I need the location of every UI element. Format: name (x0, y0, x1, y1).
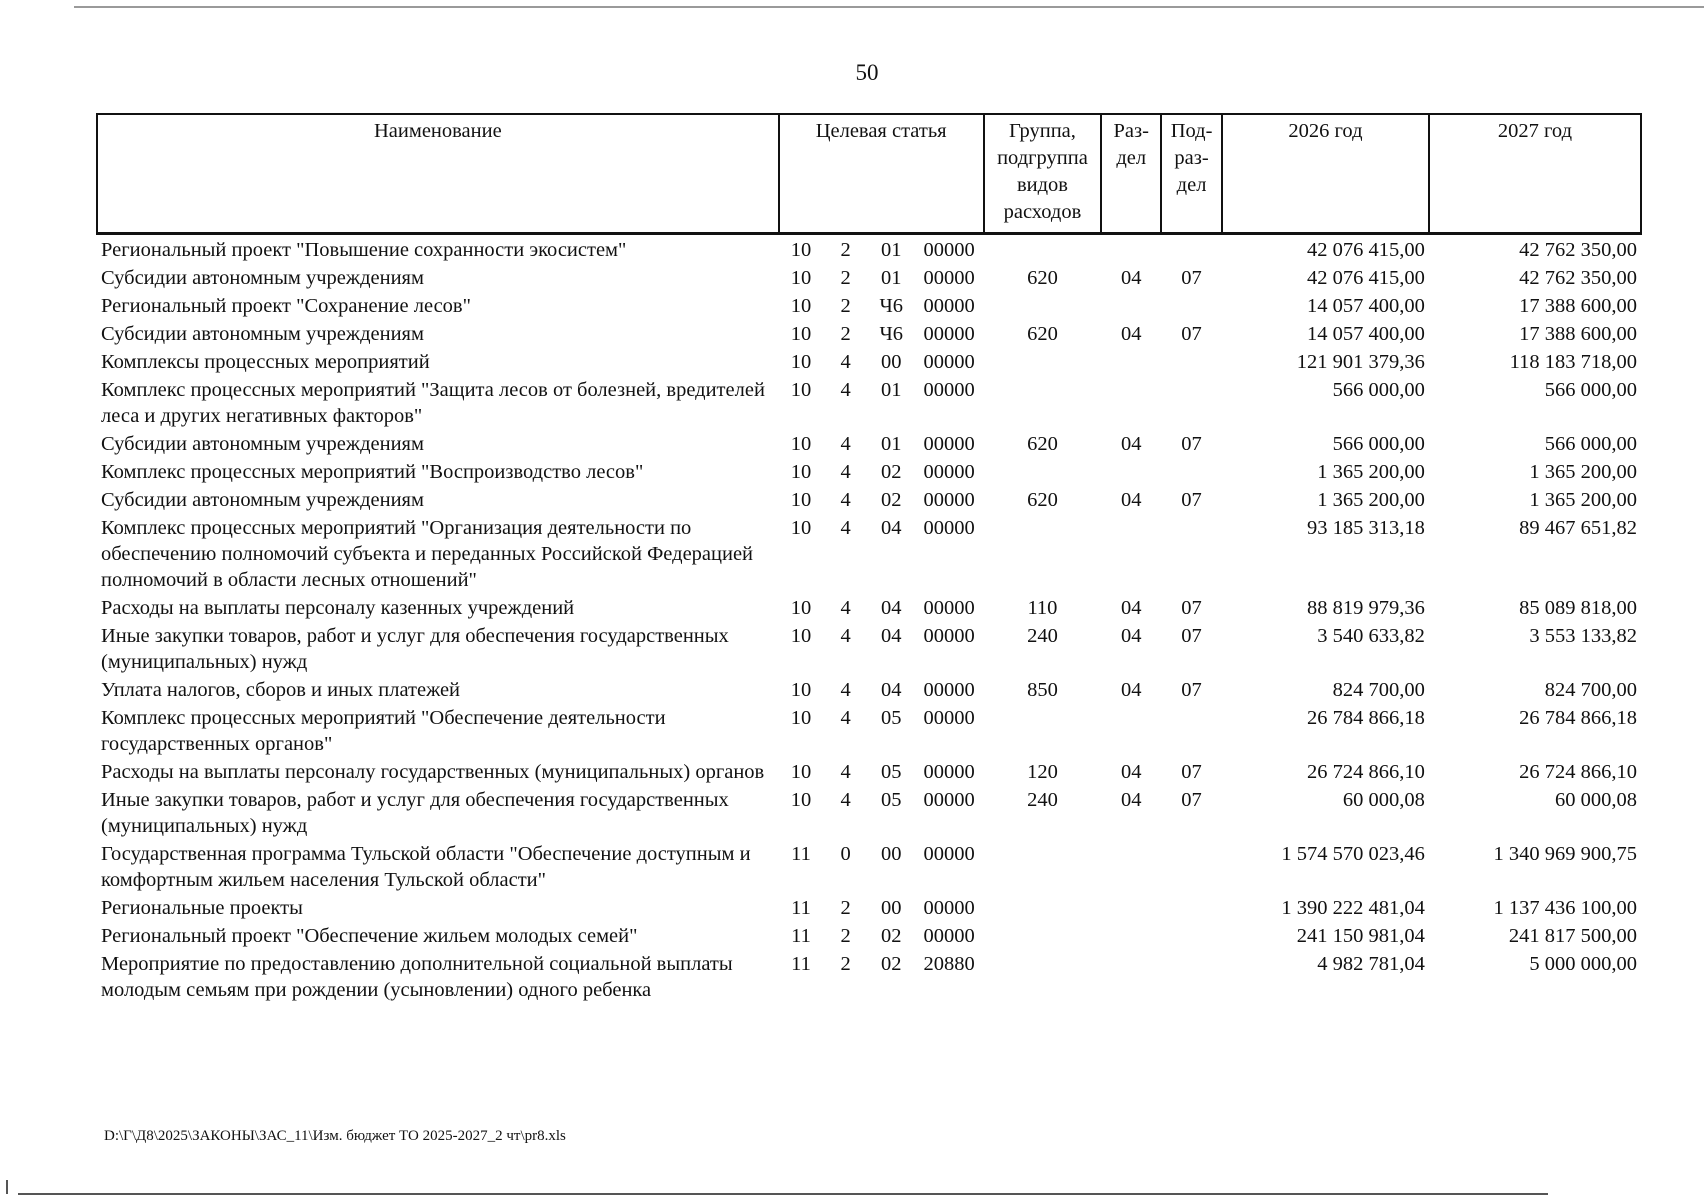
row-expense-group (984, 291, 1102, 319)
table-row (97, 263, 1641, 291)
row-subsection (1161, 839, 1222, 893)
row-value-2026: 26 724 866,10 (1307, 761, 1425, 783)
row-target-direction: 00000 (923, 461, 975, 483)
row-section: 04 (1120, 433, 1142, 455)
header-subsection: Под-раз-дел (1161, 114, 1222, 234)
row-name: Мероприятие по предоставлению дополнительной социальной выплаты молодым семьям при рождении (усыновлении) одного ребенка (101, 953, 733, 1001)
row-value-2026: 93 185 313,18 (1307, 517, 1425, 539)
row-section: 04 (1120, 625, 1142, 647)
header-year-2026: 2026 год (1222, 114, 1429, 234)
row-value-2027: 566 000,00 (1544, 379, 1637, 401)
row-target-element: 05 (881, 761, 902, 783)
row-target-element: 01 (881, 379, 902, 401)
row-target-subprogram: 4 (840, 707, 851, 729)
table-row (97, 457, 1641, 485)
row-target-subprogram: 2 (840, 323, 851, 345)
row-value-2026: 60 000,08 (1342, 789, 1425, 811)
row-section: 04 (1120, 789, 1142, 811)
row-subsection (1161, 291, 1222, 319)
row-target-element: 01 (881, 267, 902, 289)
row-value-2026: 1 574 570 023,46 (1281, 843, 1425, 865)
row-target-subprogram: 2 (840, 897, 851, 919)
row-value-2027: 85 089 818,00 (1519, 597, 1637, 619)
row-target-element: 04 (881, 597, 902, 619)
table-row (97, 347, 1641, 375)
table-row (97, 429, 1641, 457)
row-subsection (1161, 234, 1222, 264)
row-target-direction: 00000 (923, 239, 975, 261)
table-row (97, 921, 1641, 949)
row-target-direction: 00000 (923, 707, 975, 729)
table-row (97, 593, 1641, 621)
row-value-2026: 121 901 379,36 (1296, 351, 1425, 373)
row-target-direction: 00000 (923, 897, 975, 919)
row-value-2027: 26 724 866,10 (1519, 761, 1637, 783)
row-expense-group (984, 457, 1102, 485)
row-subsection (1161, 893, 1222, 921)
row-value-2027: 1 365 200,00 (1529, 461, 1637, 483)
table-row (97, 319, 1641, 347)
row-value-2026: 566 000,00 (1332, 379, 1425, 401)
row-value-2026: 42 076 415,00 (1307, 267, 1425, 289)
row-target-program: 10 (790, 351, 812, 373)
row-expense-group (984, 949, 1102, 1003)
row-subsection: 07 (1181, 433, 1202, 455)
row-subsection (1161, 457, 1222, 485)
row-expense-group: 240 (1027, 625, 1058, 647)
row-target-program: 10 (790, 761, 812, 783)
row-section (1101, 457, 1161, 485)
row-value-2027: 26 784 866,18 (1519, 707, 1637, 729)
row-target-program: 10 (790, 517, 812, 539)
budget-table (96, 113, 1642, 1003)
row-value-2027: 824 700,00 (1544, 679, 1637, 701)
row-target-element: 02 (881, 953, 902, 975)
row-target-subprogram: 4 (840, 461, 851, 483)
row-section (1101, 347, 1161, 375)
table-row (97, 675, 1641, 703)
row-value-2027: 17 388 600,00 (1519, 323, 1637, 345)
header-section: Раз-дел (1101, 114, 1161, 234)
row-target-element: 02 (881, 489, 902, 511)
header-expense-group: Группа, подгруппа видов расходов (984, 114, 1102, 234)
row-expense-group: 850 (1027, 679, 1058, 701)
row-target-subprogram: 2 (840, 925, 851, 947)
row-expense-group (984, 921, 1102, 949)
row-value-2026: 1 365 200,00 (1317, 489, 1425, 511)
row-target-program: 10 (790, 433, 812, 455)
row-expense-group: 120 (1027, 761, 1058, 783)
row-target-subprogram: 0 (840, 843, 851, 865)
row-subsection: 07 (1181, 323, 1202, 345)
row-name: Субсидии автономным учреждениям (101, 489, 424, 511)
table-row (97, 513, 1641, 593)
header-year-2027: 2027 год (1429, 114, 1641, 234)
row-target-program: 11 (791, 925, 811, 947)
file-path: D:\Г\Д8\2025\ЗАКОНЫ\ЗАС_11\Изм. бюджет ТО 2025-2027_2 чт\pr8.xls (104, 1128, 566, 1144)
top-rule (74, 6, 1704, 8)
row-name: Комплекс процессных мероприятий "Обеспечение деятельности государственных органов" (101, 707, 666, 755)
row-target-program: 10 (790, 707, 812, 729)
row-expense-group: 620 (1027, 433, 1058, 455)
row-target-program: 10 (790, 461, 812, 483)
row-target-subprogram: 4 (840, 679, 851, 701)
row-subsection: 07 (1181, 267, 1202, 289)
row-target-direction: 00000 (923, 761, 975, 783)
row-target-subprogram: 2 (840, 239, 851, 261)
table-header-row (97, 114, 1641, 234)
row-value-2026: 14 057 400,00 (1307, 323, 1425, 345)
row-subsection (1161, 703, 1222, 757)
row-target-direction: 00000 (923, 489, 975, 511)
row-expense-group (984, 703, 1102, 757)
row-target-element: Ч6 (879, 295, 904, 317)
row-name: Региональный проект "Обеспечение жильем молодых семей" (101, 925, 638, 947)
row-section (1101, 893, 1161, 921)
row-expense-group (984, 375, 1102, 429)
table-row (97, 621, 1641, 675)
row-value-2027: 1 137 436 100,00 (1493, 897, 1637, 919)
table-row (97, 839, 1641, 893)
row-target-program: 11 (791, 953, 811, 975)
row-name: Уплата налогов, сборов и иных платежей (101, 679, 461, 701)
row-target-program: 11 (791, 897, 811, 919)
row-target-element: 00 (881, 897, 902, 919)
row-target-element: 01 (881, 239, 902, 261)
row-section: 04 (1120, 267, 1142, 289)
row-target-subprogram: 4 (840, 351, 851, 373)
row-target-subprogram: 2 (840, 953, 851, 975)
row-target-direction: 00000 (923, 843, 975, 865)
row-name: Государственная программа Тульской области "Обеспечение доступным и комфортным жильем населения Тульской области" (101, 843, 751, 891)
bottom-rule (18, 1193, 1548, 1195)
page-number: 50 (855, 60, 879, 85)
row-target-direction: 20880 (923, 953, 975, 975)
row-target-program: 10 (790, 239, 812, 261)
row-section (1101, 839, 1161, 893)
table-row (97, 703, 1641, 757)
row-target-element: 02 (881, 925, 902, 947)
row-section: 04 (1120, 679, 1142, 701)
row-expense-group (984, 347, 1102, 375)
row-target-subprogram: 4 (840, 761, 851, 783)
row-target-element: 00 (881, 351, 902, 373)
row-value-2027: 1 340 969 900,75 (1493, 843, 1637, 865)
row-expense-group (984, 513, 1102, 593)
row-target-program: 10 (790, 597, 812, 619)
row-target-direction: 00000 (923, 351, 975, 373)
row-target-program: 11 (791, 843, 811, 865)
row-expense-group (984, 893, 1102, 921)
row-subsection (1161, 347, 1222, 375)
row-name: Региональные проекты (101, 897, 303, 919)
row-value-2027: 42 762 350,00 (1519, 267, 1637, 289)
row-name: Комплекс процессных мероприятий "Организация деятельности по обеспечению полномочий субъекта и переданных Российской Федерацией полномочий в области лесных отношений" (101, 517, 754, 591)
row-target-program: 10 (790, 267, 812, 289)
row-subsection (1161, 921, 1222, 949)
row-target-program: 10 (790, 789, 812, 811)
row-target-element: 05 (881, 789, 902, 811)
row-target-subprogram: 4 (840, 379, 851, 401)
row-target-subprogram: 4 (840, 597, 851, 619)
row-target-direction: 00000 (923, 789, 975, 811)
table-row (97, 375, 1641, 429)
row-target-direction: 00000 (923, 925, 975, 947)
row-target-direction: 00000 (923, 267, 975, 289)
row-expense-group: 620 (1027, 489, 1058, 511)
row-value-2026: 88 819 979,36 (1307, 597, 1425, 619)
row-subsection: 07 (1181, 761, 1202, 783)
row-name: Комплекс процессных мероприятий "Защита лесов от болезней, вредителей леса и других негативных факторов" (101, 379, 765, 427)
row-name: Расходы на выплаты персоналу казенных учреждений (101, 597, 575, 619)
row-name: Иные закупки товаров, работ и услуг для обеспечения государственных (муниципальных) нужд (101, 625, 729, 673)
row-target-subprogram: 4 (840, 489, 851, 511)
row-section (1101, 513, 1161, 593)
row-value-2027: 5 000 000,00 (1529, 953, 1637, 975)
row-target-element: 04 (881, 517, 902, 539)
table-row (97, 291, 1641, 319)
table-row (97, 949, 1641, 1003)
row-subsection: 07 (1181, 679, 1202, 701)
row-target-program: 10 (790, 323, 812, 345)
row-name: Субсидии автономным учреждениям (101, 323, 424, 345)
row-target-direction: 00000 (923, 517, 975, 539)
row-target-element: 01 (881, 433, 902, 455)
row-subsection: 07 (1181, 789, 1202, 811)
row-value-2026: 566 000,00 (1332, 433, 1425, 455)
row-value-2027: 241 817 500,00 (1508, 925, 1637, 947)
row-value-2026: 3 540 633,82 (1317, 625, 1425, 647)
row-target-element: 05 (881, 707, 902, 729)
row-expense-group: 110 (1027, 597, 1058, 619)
row-target-element: 04 (881, 679, 902, 701)
row-expense-group: 620 (1027, 267, 1058, 289)
row-value-2026: 26 784 866,18 (1307, 707, 1425, 729)
row-target-element: 02 (881, 461, 902, 483)
row-subsection: 07 (1181, 597, 1202, 619)
row-section (1101, 703, 1161, 757)
row-target-direction: 00000 (923, 323, 975, 345)
row-name: Региональный проект "Повышение сохранности экосистем" (101, 239, 627, 261)
row-target-program: 10 (790, 625, 812, 647)
row-value-2027: 566 000,00 (1544, 433, 1637, 455)
row-section: 04 (1120, 597, 1142, 619)
row-target-program: 10 (790, 489, 812, 511)
row-target-subprogram: 4 (840, 517, 851, 539)
row-expense-group (984, 234, 1102, 264)
row-name: Расходы на выплаты персоналу государственных (муниципальных) органов (101, 761, 765, 783)
row-target-direction: 00000 (923, 625, 975, 647)
row-expense-group: 240 (1027, 789, 1058, 811)
row-target-program: 10 (790, 379, 812, 401)
row-subsection (1161, 513, 1222, 593)
row-subsection (1161, 375, 1222, 429)
row-section (1101, 375, 1161, 429)
row-name: Региональный проект "Сохранение лесов" (101, 295, 471, 317)
row-subsection: 07 (1181, 489, 1202, 511)
row-name: Иные закупки товаров, работ и услуг для обеспечения государственных (муниципальных) нужд (101, 789, 729, 837)
row-value-2026: 42 076 415,00 (1307, 239, 1425, 261)
header-name: Наименование (97, 114, 779, 234)
row-value-2027: 17 388 600,00 (1519, 295, 1637, 317)
row-target-program: 10 (790, 679, 812, 701)
bottom-tick (6, 1180, 8, 1194)
row-expense-group (984, 839, 1102, 893)
row-value-2027: 118 183 718,00 (1509, 351, 1637, 373)
row-target-direction: 00000 (923, 597, 975, 619)
row-target-subprogram: 4 (840, 625, 851, 647)
row-target-subprogram: 4 (840, 789, 851, 811)
header-target-article: Целевая статья (779, 114, 984, 234)
row-target-subprogram: 2 (840, 267, 851, 289)
row-value-2026: 4 982 781,04 (1317, 953, 1425, 975)
table-row (97, 234, 1641, 264)
table-row (97, 785, 1641, 839)
row-section (1101, 291, 1161, 319)
table-row (97, 485, 1641, 513)
row-target-element: Ч6 (879, 323, 904, 345)
row-value-2027: 60 000,08 (1555, 789, 1637, 811)
row-target-element: 04 (881, 625, 902, 647)
row-target-direction: 00000 (923, 679, 975, 701)
row-value-2026: 824 700,00 (1332, 679, 1425, 701)
row-name: Комплексы процессных мероприятий (101, 351, 430, 373)
row-target-direction: 00000 (923, 379, 975, 401)
row-value-2026: 241 150 981,04 (1296, 925, 1425, 947)
row-subsection (1161, 949, 1222, 1003)
row-target-subprogram: 4 (840, 433, 851, 455)
row-section: 04 (1120, 489, 1142, 511)
row-name: Комплекс процессных мероприятий "Воспроизводство лесов" (101, 461, 644, 483)
row-section: 04 (1120, 323, 1142, 345)
table-row (97, 893, 1641, 921)
row-target-program: 10 (790, 295, 812, 317)
row-name: Субсидии автономным учреждениям (101, 433, 424, 455)
row-section (1101, 949, 1161, 1003)
row-section (1101, 921, 1161, 949)
row-expense-group: 620 (1027, 323, 1058, 345)
row-name: Субсидии автономным учреждениям (101, 267, 424, 289)
row-value-2027: 42 762 350,00 (1519, 239, 1637, 261)
row-target-subprogram: 2 (840, 295, 851, 317)
row-target-direction: 00000 (923, 295, 975, 317)
table-row (97, 757, 1641, 785)
row-value-2027: 3 553 133,82 (1529, 625, 1637, 647)
row-subsection: 07 (1181, 625, 1202, 647)
row-value-2027: 89 467 651,82 (1519, 517, 1637, 539)
row-target-element: 00 (881, 843, 902, 865)
row-value-2026: 14 057 400,00 (1307, 295, 1425, 317)
row-target-direction: 00000 (923, 433, 975, 455)
row-value-2027: 1 365 200,00 (1529, 489, 1637, 511)
row-value-2026: 1 390 222 481,04 (1281, 897, 1425, 919)
row-value-2026: 1 365 200,00 (1317, 461, 1425, 483)
row-section (1101, 234, 1161, 264)
row-section: 04 (1120, 761, 1142, 783)
